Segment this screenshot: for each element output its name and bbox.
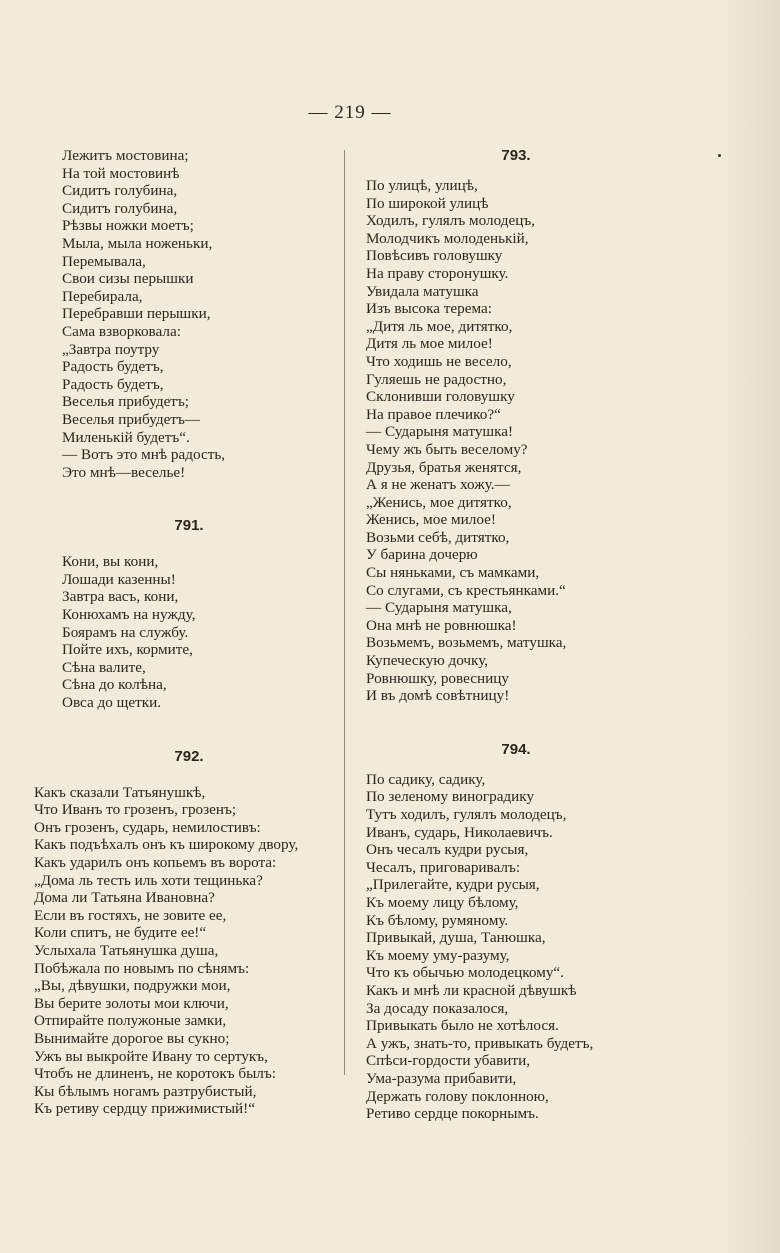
verse-line: Ровнюшку, ровесницу [366, 669, 509, 687]
verse-line: Свои сизы перышки [62, 270, 194, 288]
page-number: — 219 — [308, 102, 392, 123]
verse-line: За досаду показалося, [366, 999, 509, 1017]
verse-line: Къ моему лицу бѣлому, [366, 893, 519, 911]
verse-line: На праву сторонушку. [366, 264, 509, 282]
verse-line: Сы няньками, съ мамками, [366, 564, 540, 582]
verse-line: Чему жъ быть веселому? [366, 440, 528, 458]
verse-line: Лошади казенны! [62, 570, 176, 588]
verse-line: На правое плечико?“ [366, 405, 501, 423]
verse-line: У барина дочерю [366, 546, 478, 564]
verse-line: Какъ сказали Татьянушкѣ, [34, 783, 206, 801]
song-794 [366, 771, 666, 1123]
verse-line: Ужъ вы выкройте Ивану то сертукъ, [34, 1047, 268, 1065]
verse-line: Ретиво сердце покорнымъ. [366, 1105, 539, 1123]
verse-line: „Прилегайте, кудри русыя, [366, 876, 540, 894]
verse-line: Молодчикъ молоденькій, [366, 229, 529, 247]
song-number-793: 793. [501, 147, 531, 164]
verse-line: Что ходишь не весело, [366, 352, 512, 370]
verse-line: Изъ высока терема: [366, 300, 492, 318]
verse-line: „Вы, дѣвушки, подружки мои, [34, 977, 231, 995]
left-column [34, 147, 344, 1118]
verse-line: Веселья прибудетъ; [62, 393, 190, 411]
verse-line: Друзья, братья женятся, [366, 458, 522, 476]
verse-line: Тутъ ходилъ, гулялъ молодецъ, [366, 806, 567, 823]
verse-line: По зеленому виноградику [366, 788, 535, 806]
verse-line: Пойте ихъ, кормите, [62, 641, 193, 659]
song-792 [34, 784, 344, 1118]
verse-line: Женись, мое милое! [366, 511, 496, 529]
verse-line: Сама взворковала: [62, 322, 181, 340]
verse-line: По широкой улицѣ [366, 194, 489, 212]
verse-line: Миленькій будетъ“. [62, 428, 190, 446]
verse-line: „Женись, мое дитятко, [366, 493, 512, 511]
verse-line: Это мнѣ—веселье! [62, 463, 186, 481]
verse-line: Завтра васъ, кони, [62, 588, 179, 606]
verse-line: Повѣсивъ головушку [366, 247, 503, 265]
song-793 [366, 177, 666, 705]
verse-line: Чесалъ, приговаривалъ: [366, 858, 521, 876]
verse-line: Рѣзвы ножки моетъ; [62, 217, 194, 235]
verse-line: Онъ чесалъ кудри русыя, [366, 841, 529, 859]
verse-line: Дома ли Татьяна Ивановна? [34, 889, 215, 907]
verse-line: Возьмемъ, возьмемъ, матушка, [366, 634, 567, 652]
verse-line: Конюхамъ на нужду, [62, 606, 196, 624]
verse-line: Къ ретиву сердцу прижимистый!“ [34, 1100, 255, 1118]
verse-line: Какъ ударилъ онъ копьемъ въ ворота: [34, 854, 277, 871]
verse-line: По улицѣ, улицѣ, [366, 177, 478, 194]
verse-line: Со слугами, съ крестьянками.“ [366, 581, 566, 599]
verse-line: Къ моему уму-разуму, [366, 946, 510, 964]
verse-line: Перебравши перышки, [62, 305, 211, 323]
verse-line: „Завтра поутру [62, 340, 160, 358]
verse-line: Возьми себѣ, дитятко, [366, 528, 510, 546]
verse-line: Привыкай, душа, Танюшка, [366, 929, 546, 947]
verse-line: Сѣна валите, [62, 658, 146, 676]
verse-line: Если въ гостяхъ, не зовите ее, [34, 906, 227, 924]
verse-line: Къ бѣлому, румяному. [366, 911, 509, 929]
song-number-794: 794. [501, 740, 531, 758]
song-790-continuation [34, 147, 344, 481]
verse-line: — Сударыня матушка! [366, 423, 514, 441]
verse-line: Привыкать было не хотѣлося. [366, 1017, 559, 1035]
verse-line: Веселья прибудетъ— [62, 410, 200, 428]
verse-line: Перемывала, [62, 252, 146, 270]
verse-line: Она мнѣ не ровнюшка! [366, 616, 517, 634]
verse-line: Овса до щетки. [62, 694, 162, 712]
verse-line: Какъ подъѣхалъ онъ къ широкому двору, [34, 836, 299, 854]
verse-line: Боярамъ на службу. [62, 623, 189, 641]
verse-line: „Дитя ль мое, дитятко, [366, 317, 513, 335]
song-number-791: 791. [174, 517, 204, 535]
verse-line: Сидитъ голубина, [62, 199, 178, 217]
verse-line: Сидитъ голубина, [62, 182, 178, 200]
song-number-792: 792. [174, 747, 204, 765]
verse-line: Что къ обычью молодецкому“. [366, 964, 564, 982]
verse-line: Коли спитъ, не будите ее!“ [34, 924, 207, 942]
verse-line: Кони, вы кони, [62, 553, 159, 571]
verse-line: Мыла, мыла ноженьки, [62, 234, 213, 252]
verse-line: „Дома ль тесть иль хоти тещинька? [34, 871, 263, 889]
verse-line: Побѣжала по новымъ по сѣнямъ: [34, 959, 250, 977]
verse-line: Ходилъ, гулялъ молодецъ, [366, 212, 535, 230]
verse-line: Услыхала Татьянушка душа, [34, 941, 219, 959]
verse-line: Гуляешь не радостно, [366, 370, 507, 388]
verse-line: А я не женатъ хожу.— [366, 476, 510, 494]
verse-line: По садику, садику, [366, 770, 486, 788]
verse-line: Склонивши головушку [366, 388, 515, 406]
verse-line: Перебирала, [62, 287, 143, 305]
verse-line: Купеческую дочку, [366, 652, 489, 670]
verse-line: Отпирайте полужоные замки, [34, 1012, 227, 1030]
verse-line: Что Иванъ то грозенъ, грозенъ; [34, 801, 237, 819]
verse-line: Радость будетъ, [62, 358, 164, 376]
right-column [366, 147, 666, 1123]
verse-line: Чтобъ не длиненъ, не коротокъ былъ: [34, 1065, 276, 1083]
verse-line: Вы берите золоты мои ключи, [34, 994, 229, 1012]
verse-line: Вынимайте дорогое вы сукно; [34, 1029, 230, 1047]
verse-line: Лежитъ мостовина; [62, 147, 189, 164]
verse-line: А ужъ, знать-то, привыкать будетъ, [366, 1034, 594, 1052]
verse-line: Какъ и мнѣ ли красной дѣвушкѣ [366, 981, 577, 999]
verse-line: Ума-разума прибавити, [366, 1069, 517, 1087]
verse-line: Радость будетъ, [62, 375, 164, 393]
column-divider [344, 150, 345, 1075]
verse-line: Иванъ, сударь, Николаевичъ. [366, 823, 553, 841]
verse-line: Сѣна до колѣна, [62, 676, 167, 694]
verse-line: — Вотъ это мнѣ радость, [62, 446, 226, 464]
verse-line: — Сударыня матушка, [366, 599, 512, 617]
verse-line: И въ домѣ совѣтницу! [366, 687, 510, 705]
verse-line: Дитя ль мое милое! [366, 335, 493, 353]
page-edge-shadow [720, 0, 780, 1253]
verse-line: Спѣси-гордости убавити, [366, 1052, 530, 1070]
verse-line: Держать голову поклонною, [366, 1087, 549, 1105]
song-791 [34, 553, 344, 711]
verse-line: Онъ грозенъ, сударь, немилостивъ: [34, 818, 261, 836]
verse-line: На той мостовинѣ [62, 164, 180, 182]
verse-line: Кы бѣлымъ ногамъ разтрубистый, [34, 1082, 257, 1100]
verse-line: Увидала матушка [366, 282, 479, 300]
